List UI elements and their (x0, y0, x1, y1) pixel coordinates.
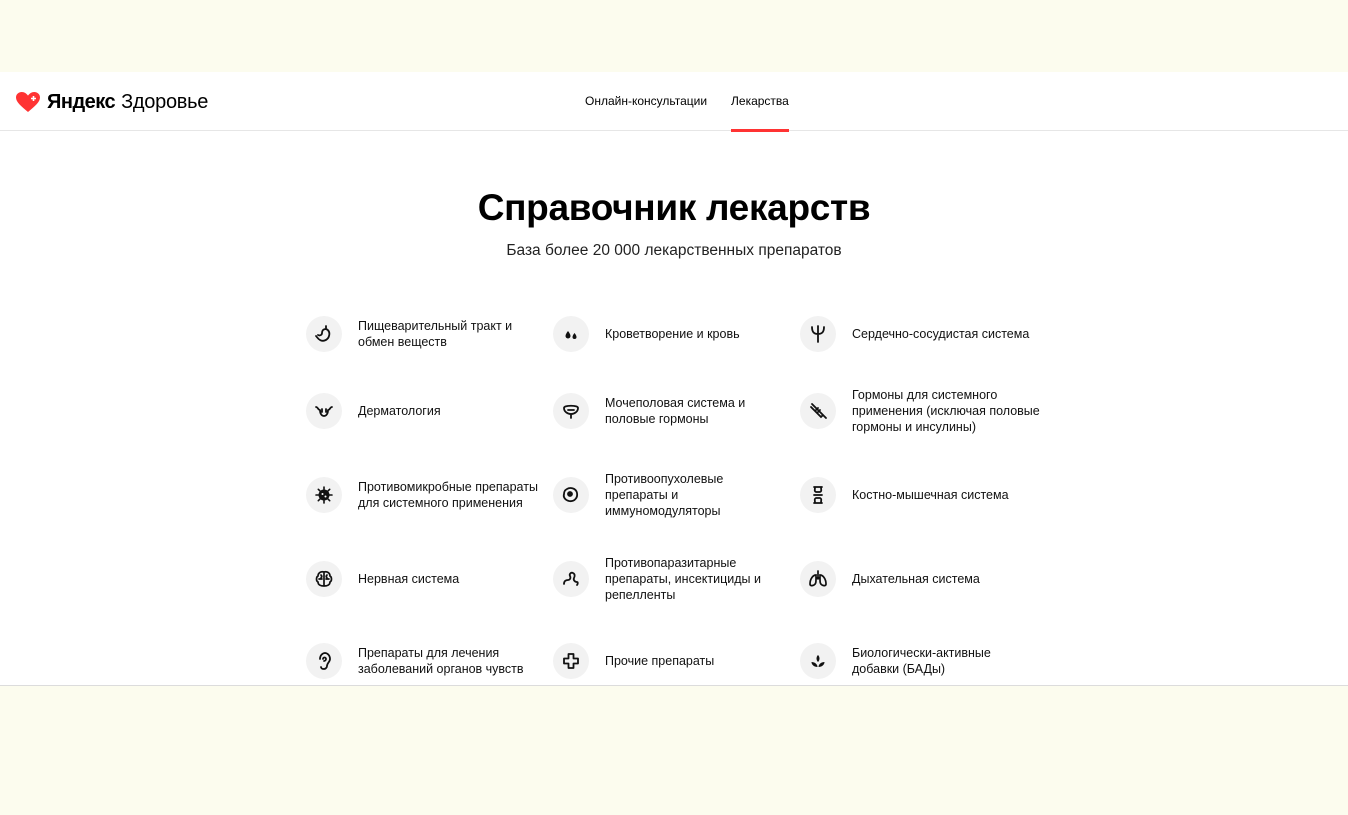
category-blood[interactable] (553, 298, 800, 369)
category-label: Нервная система (358, 572, 460, 586)
category-digestive[interactable] (306, 298, 553, 369)
category-supplements[interactable] (800, 621, 1066, 701)
tab-medicines[interactable]: Лекарства (731, 72, 789, 131)
microbe-icon (306, 477, 342, 513)
heart-logo-icon (15, 91, 41, 113)
brain-icon (306, 561, 342, 597)
category-respiratory[interactable] (800, 537, 1066, 621)
stomach-icon (306, 316, 342, 352)
category-musculoskeletal[interactable] (800, 453, 1066, 537)
syringe-icon (800, 393, 836, 429)
category-label: Противопаразитарные препараты, инсектициды и репелленты (605, 556, 761, 602)
category-urogenital[interactable] (553, 369, 800, 453)
logo-brand: Яндекс (47, 90, 116, 113)
page-title: Справочник лекарств (477, 187, 871, 228)
header (0, 72, 1348, 131)
category-label: Дыхательная система (852, 572, 980, 586)
category-label: Сердечно-сосудистая система (852, 326, 1030, 341)
logo[interactable] (15, 89, 208, 115)
skin-icon (306, 393, 342, 429)
category-label: Препараты для лечения заболеваний органов чувств (358, 646, 524, 676)
category-label: Пищеварительный тракт и обмен веществ (358, 318, 513, 349)
category-label: Гормоны для системного применения (исключая половые гормоны и инсулины) (852, 388, 1040, 434)
tab-online-consultations[interactable]: Онлайн-консультации (585, 94, 708, 108)
vessels-icon (800, 316, 836, 352)
lungs-icon (800, 561, 836, 597)
parasite-icon (553, 561, 589, 597)
category-other[interactable] (553, 621, 800, 701)
urogenital-icon (553, 393, 589, 429)
category-label: Мочеполовая система и половые гормоны (605, 396, 746, 426)
logo-product: Здоровье (121, 90, 209, 113)
cell-icon (553, 477, 589, 513)
category-label: Биологически-активные добавки (БАДы) (852, 646, 991, 676)
category-label: Противоопухолевые препараты и иммуномодуляторы (605, 472, 724, 518)
category-dermatology[interactable] (306, 369, 553, 453)
category-label: Прочие препараты (605, 654, 715, 668)
cross-icon (553, 643, 589, 679)
category-label: Костно-мышечная система (852, 488, 1009, 502)
category-hormones[interactable] (800, 369, 1066, 453)
ear-icon (306, 643, 342, 679)
category-nervous[interactable] (306, 537, 553, 621)
joint-icon (800, 477, 836, 513)
category-label: Противомикробные препараты для системного применения (358, 480, 538, 510)
category-cardiovascular[interactable] (800, 298, 1066, 369)
category-label: Дерматология (358, 404, 441, 418)
category-sensory-organs[interactable] (306, 621, 553, 701)
category-antineoplastic[interactable] (553, 453, 800, 537)
leaves-icon (800, 643, 836, 679)
category-antimicrobial[interactable] (306, 453, 553, 537)
page-subtitle: База более 20 000 лекарственных препаратов (506, 242, 842, 259)
category-grid (306, 298, 1066, 701)
page-content (0, 72, 1348, 686)
top-nav (585, 72, 789, 131)
category-antiparasitic[interactable] (553, 537, 800, 621)
blood-drops-icon (553, 316, 589, 352)
category-label: Кроветворение и кровь (605, 326, 740, 341)
